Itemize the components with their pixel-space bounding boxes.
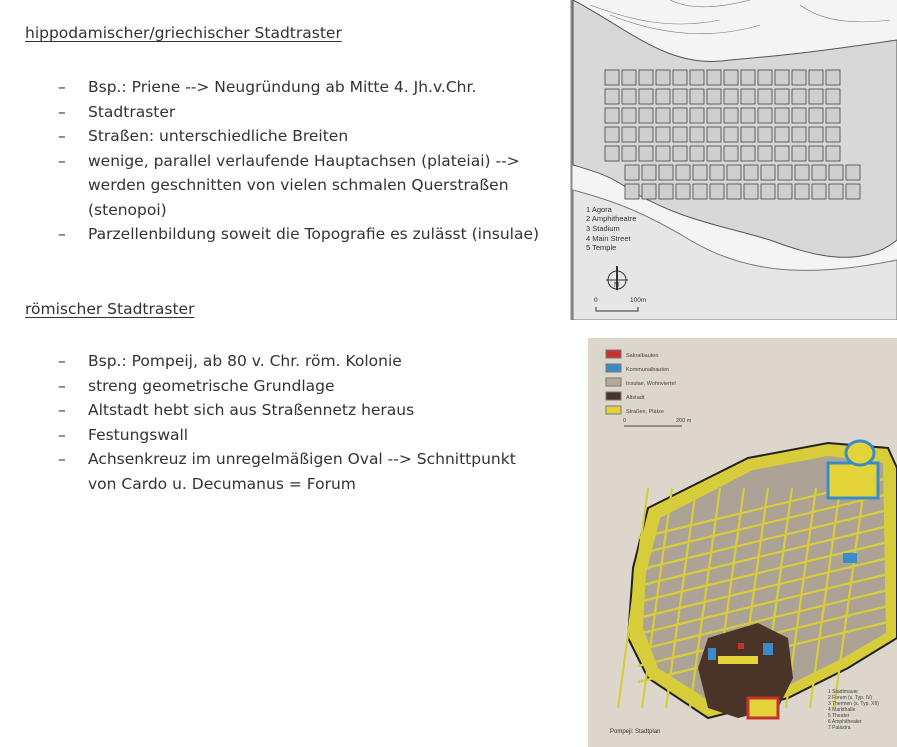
city-block xyxy=(656,70,670,85)
city-block xyxy=(829,184,843,199)
city-block xyxy=(724,70,738,85)
priene-scale-100: 100m xyxy=(630,297,647,304)
pompeii-title: Pompeji: Stadtplan xyxy=(610,729,661,735)
list-item: – Festungswall xyxy=(58,423,558,448)
priene-scale-0: 0 xyxy=(594,297,598,304)
list-item: – Straßen: unterschiedliche Breiten xyxy=(58,124,558,149)
city-block xyxy=(622,89,636,104)
city-block xyxy=(673,70,687,85)
list-item: – Bsp.: Pompeij, ab 80 v. Chr. röm. Kolonie xyxy=(58,349,558,374)
city-block xyxy=(741,89,755,104)
list-item: – streng geometrische Grundlage xyxy=(58,374,558,399)
city-block xyxy=(639,89,653,104)
city-block xyxy=(693,165,707,180)
city-block xyxy=(707,127,721,142)
city-block xyxy=(775,146,789,161)
city-block xyxy=(622,108,636,123)
priene-legend-1: 1 Agora xyxy=(586,205,612,214)
city-block xyxy=(809,108,823,123)
city-block xyxy=(690,70,704,85)
city-block xyxy=(727,165,741,180)
city-block xyxy=(659,184,673,199)
city-block xyxy=(690,108,704,123)
pompeii-scale-200: 200 m xyxy=(676,418,692,424)
city-block xyxy=(622,70,636,85)
city-block xyxy=(741,146,755,161)
list-item: – Parzellenbildung soweit die Topografie es zulässt (insulae) xyxy=(58,222,558,247)
city-block xyxy=(656,89,670,104)
city-block xyxy=(809,70,823,85)
pompeii-map xyxy=(588,338,897,747)
priene-legend-5: 5 Temple xyxy=(586,243,617,252)
city-block xyxy=(656,127,670,142)
city-block xyxy=(792,108,806,123)
city-block xyxy=(710,165,724,180)
city-block xyxy=(622,146,636,161)
heading-greek-grid: hippodamischer/griechischer Stadtraster xyxy=(25,24,342,42)
city-block xyxy=(761,165,775,180)
city-block xyxy=(826,108,840,123)
city-block xyxy=(639,127,653,142)
legend-swatch xyxy=(606,350,621,358)
greek-grid-list xyxy=(58,75,558,247)
city-block xyxy=(622,127,636,142)
city-block xyxy=(826,146,840,161)
city-block xyxy=(812,184,826,199)
legend-label: Straßen, Plätze xyxy=(626,409,664,415)
city-block xyxy=(758,89,772,104)
legend-swatch xyxy=(606,364,621,372)
city-block xyxy=(795,184,809,199)
city-block xyxy=(693,184,707,199)
priene-legend-3: 3 Stadium xyxy=(586,224,620,233)
city-block xyxy=(659,165,673,180)
city-block xyxy=(744,165,758,180)
city-block xyxy=(707,70,721,85)
city-block xyxy=(826,89,840,104)
city-block xyxy=(809,146,823,161)
list-item: – Bsp.: Priene --> Neugründung ab Mitte 4. Jh.v.Chr. xyxy=(58,75,558,100)
city-block xyxy=(795,165,809,180)
pompeii-key-7: 7 Palästra xyxy=(828,725,851,731)
city-block xyxy=(605,108,619,123)
city-block xyxy=(673,108,687,123)
city-block xyxy=(707,146,721,161)
city-block xyxy=(758,146,772,161)
legend-swatch xyxy=(606,378,621,386)
legend-swatch xyxy=(606,392,621,400)
pompeii-scale-0: 0 xyxy=(623,418,627,424)
heading-roman-grid: römischer Stadtraster xyxy=(25,300,195,318)
city-block xyxy=(656,146,670,161)
city-block xyxy=(639,70,653,85)
legend-label: Sakralbauten xyxy=(626,353,659,359)
pompeii-key-5: 5 Theater xyxy=(828,713,850,719)
pompeii-key-6: 6 Amphitheater xyxy=(828,719,862,725)
city-block xyxy=(758,127,772,142)
city-block xyxy=(605,89,619,104)
list-item: – Stadtraster xyxy=(58,100,558,125)
city-block xyxy=(792,146,806,161)
city-block xyxy=(792,70,806,85)
svg-text:N: N xyxy=(614,282,620,289)
city-block xyxy=(707,89,721,104)
city-block xyxy=(741,108,755,123)
city-block xyxy=(690,89,704,104)
city-block xyxy=(792,127,806,142)
city-block xyxy=(775,127,789,142)
pompeii-key-1: 1 Stadtmauer xyxy=(828,689,859,695)
city-block xyxy=(812,165,826,180)
city-block xyxy=(656,108,670,123)
legend-label: Kommunalbauten xyxy=(626,367,670,373)
city-block xyxy=(775,70,789,85)
city-block xyxy=(625,184,639,199)
city-block xyxy=(829,165,843,180)
city-block xyxy=(605,146,619,161)
city-block xyxy=(724,146,738,161)
city-block xyxy=(724,108,738,123)
list-item: – Altstadt hebt sich aus Straßennetz heraus xyxy=(58,398,558,423)
city-block xyxy=(724,127,738,142)
city-block xyxy=(639,108,653,123)
pompeii-key-4: 4 Markthalle xyxy=(828,707,856,713)
priene-map xyxy=(570,0,897,320)
city-block xyxy=(758,70,772,85)
legend-label: Insulae, Wohnviertel xyxy=(626,381,676,387)
city-block xyxy=(809,89,823,104)
city-block xyxy=(775,89,789,104)
city-block xyxy=(690,146,704,161)
city-block xyxy=(846,165,860,180)
city-block xyxy=(761,184,775,199)
city-block xyxy=(639,146,653,161)
city-block xyxy=(741,127,755,142)
list-item: – wenige, parallel verlaufende Hauptachsen (plateiai) --> werden geschnitten von vielen schmalen Querstraßen (stenopoi) xyxy=(58,149,528,223)
city-block xyxy=(673,146,687,161)
city-block xyxy=(690,127,704,142)
city-block xyxy=(673,89,687,104)
priene-legend-2: 2 Amphitheatre xyxy=(586,214,637,223)
city-block xyxy=(676,184,690,199)
roman-grid-list xyxy=(58,349,558,496)
city-block xyxy=(775,108,789,123)
city-block xyxy=(724,89,738,104)
city-block xyxy=(826,70,840,85)
city-block xyxy=(727,184,741,199)
city-block xyxy=(710,184,724,199)
city-block xyxy=(792,89,806,104)
city-block xyxy=(778,184,792,199)
pompeii-key-3: 3 Thermen (s. Typ. XII) xyxy=(828,701,879,707)
city-block xyxy=(758,108,772,123)
city-block xyxy=(707,108,721,123)
city-block xyxy=(605,127,619,142)
pompeii-key-2: 2 Forum (s. Typ. IV) xyxy=(828,695,873,701)
city-block xyxy=(809,127,823,142)
city-block xyxy=(673,127,687,142)
city-block xyxy=(741,70,755,85)
city-block xyxy=(744,184,758,199)
city-block xyxy=(642,184,656,199)
legend-swatch xyxy=(606,406,621,414)
city-block xyxy=(625,165,639,180)
legend-label: Altstadt xyxy=(626,395,645,401)
priene-legend-4: 4 Main Street xyxy=(586,234,631,243)
list-item: – Achsenkreuz im unregelmäßigen Oval --> Schnittpunkt von Cardo u. Decumanus = Forum xyxy=(58,447,528,496)
city-block xyxy=(846,184,860,199)
city-block xyxy=(778,165,792,180)
city-block xyxy=(605,70,619,85)
city-block xyxy=(642,165,656,180)
city-block xyxy=(676,165,690,180)
city-block xyxy=(826,127,840,142)
